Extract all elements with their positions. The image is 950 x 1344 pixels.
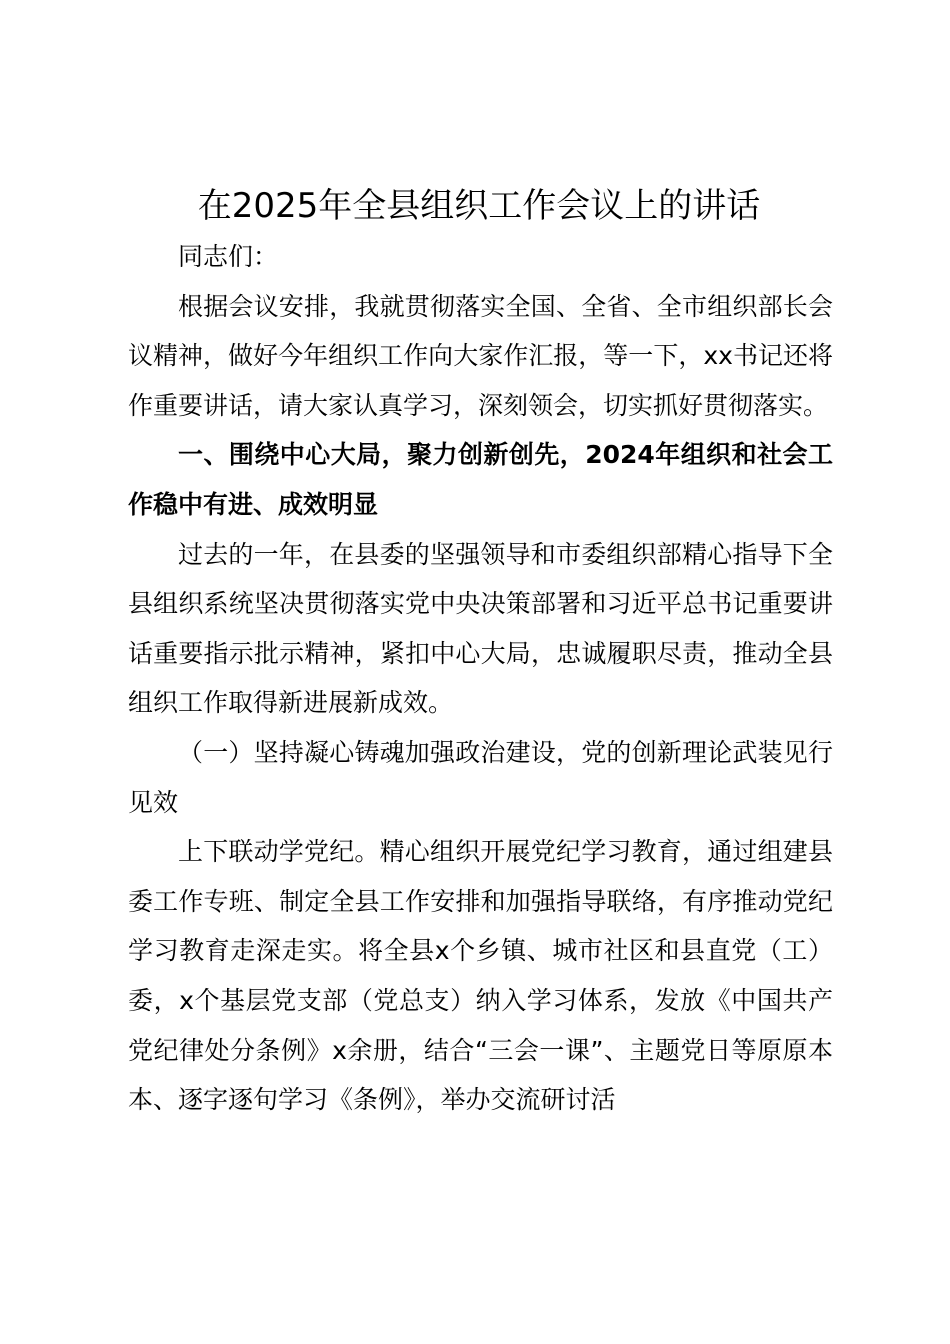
section-heading-1: 一、围绕中心大局，聚力创新创先，2024年组织和社会工作稳中有进、成效明显 [128,440,833,519]
paragraph-intro: 根据会议安排，我就贯彻落实全国、全省、全市组织部长会议精神，做好今年组织工作向大家作汇报，等一下，xx书记还将作重要讲话，请大家认真学习，深刻领会，切实抓好贯彻落实。 [128,291,833,420]
salutation: 同志们： [178,242,279,271]
document-title: 在2025年全县组织工作会议上的讲话 [197,186,761,226]
document-body [128,232,833,1125]
paragraph-party-discipline: 上下联动学党纪。精心组织开展党纪学习教育，通过组建县委工作专班、制定全县工作安排和加强指导联络，有序推动党纪学习教育走深走实。将全县x个乡镇、城市社区和县直党（工）委，x个基层党支部（党总支）纳入学习体系，发放《中国共产党纪律处分条例》x余册，结合“三会一课”、主题党日等原原本本、逐字逐句学习《条例》，举办交流研讨活 [128,837,833,1115]
paragraph-review: 过去的一年，在县委的坚强领导和市委组织部精心指导下全县组织系统坚决贯彻落实党中央决策部署和习近平总书记重要讲话重要指示批示精神，紧扣中心大局，忠诚履职尽责，推动全县组织工作取得新进展新成效。 [128,539,833,718]
subsection-heading-1: （一）坚持凝心铸魂加强政治建设，党的创新理论武装见行见效 [128,737,833,817]
